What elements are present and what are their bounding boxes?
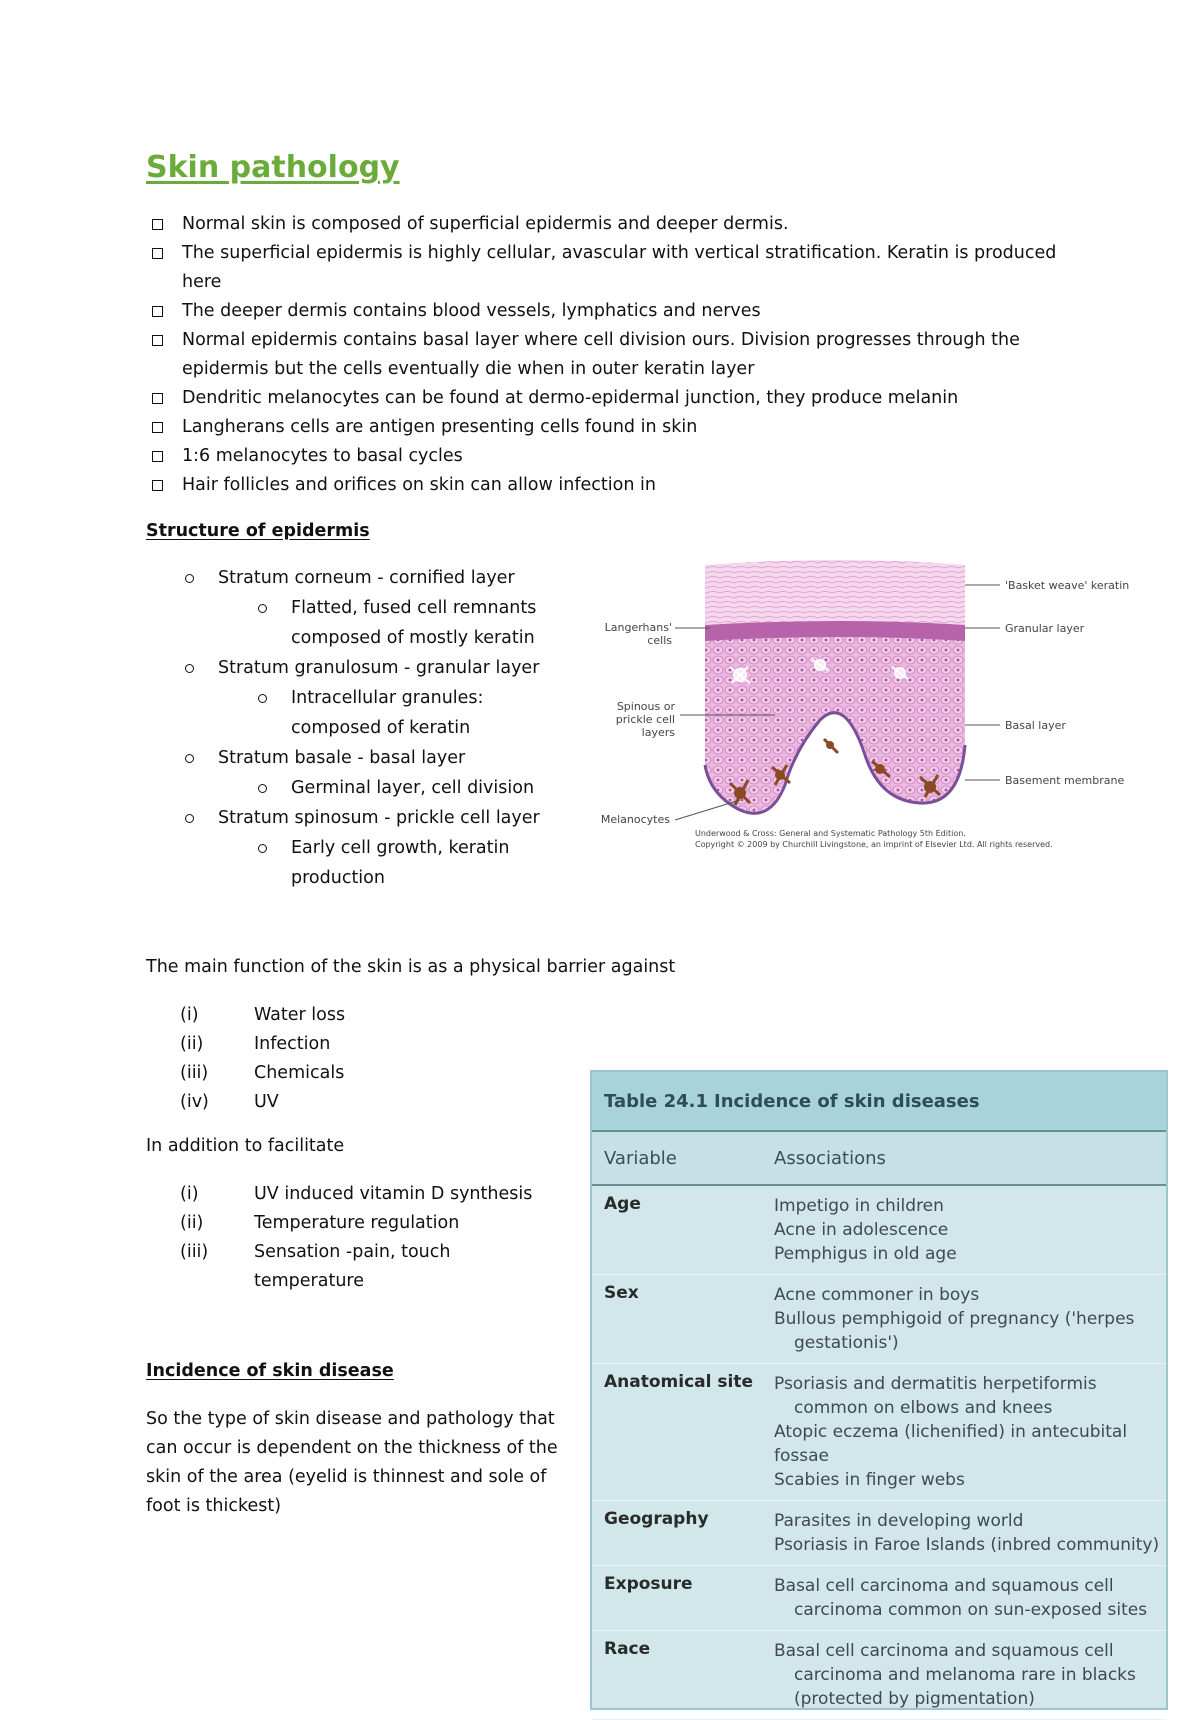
- figure-label-langerhans: Langerhans' cells: [604, 621, 672, 647]
- table-title-bar: Table 24.1 Incidence of skin diseases: [592, 1072, 1166, 1130]
- list-item: Langherans cells are antigen presenting cells found in skin: [150, 413, 1070, 442]
- intro-bullet-list: [150, 210, 1070, 500]
- circle-bullet-icon: [185, 814, 194, 823]
- list-item: Stratum basale - basal layer Germinal layer, cell division: [180, 743, 580, 803]
- strata-list: [180, 563, 580, 893]
- figure-credit: Underwood & Cross: General and Systematic Pathology 5th Edition.: [695, 829, 966, 838]
- table-row: Exposure Basal cell carcinoma and squamous cell carcinoma common on sun-exposed sites: [592, 1566, 1166, 1631]
- list-item: 1:6 melanocytes to basal cycles: [150, 442, 1070, 471]
- checkbox-bullet-icon: [152, 335, 163, 346]
- figure-label-membrane: Basement membrane: [1005, 774, 1125, 787]
- circle-bullet-icon: [185, 754, 194, 763]
- table-row: Race Basal cell carcinoma and squamous cell carcinoma and melanoma rare in blacks (protected by pigmentation): [592, 1631, 1166, 1720]
- checkbox-bullet-icon: [152, 480, 163, 491]
- figure-label-granular: Granular layer: [1005, 622, 1085, 635]
- figure-label-basket: 'Basket weave' keratin: [1005, 579, 1130, 592]
- incidence-heading: Incidence of skin disease: [146, 1361, 394, 1381]
- checkbox-bullet-icon: [152, 451, 163, 462]
- list-item: (ii) Temperature regulation: [180, 1213, 460, 1233]
- list-item: The superficial epidermis is highly cellular, avascular with vertical stratification. Keratin is produced here: [150, 239, 1070, 297]
- figure-label-melanocytes: Melanocytes: [600, 813, 670, 826]
- list-item: Germinal layer, cell division: [253, 773, 546, 803]
- figure-label-spinous: Spinous or prickle cell layers: [615, 700, 675, 739]
- list-item: (i) Water loss: [180, 1005, 346, 1025]
- checkbox-bullet-icon: [152, 393, 163, 404]
- list-item: (iii) Sensation -pain, touch temperature: [180, 1242, 451, 1291]
- list-item: Flatted, fused cell remnants composed of mostly keratin: [253, 593, 546, 653]
- incidence-table: [590, 1070, 1168, 1710]
- circle-bullet-icon: [185, 664, 194, 673]
- list-item: (ii) Infection: [180, 1034, 331, 1054]
- list-item: (i) UV induced vitamin D synthesis: [180, 1184, 533, 1204]
- list-item: Hair follicles and orifices on skin can allow infection in: [150, 471, 1070, 500]
- figure-label-basal: Basal layer: [1005, 719, 1066, 732]
- circle-bullet-icon: [258, 784, 267, 793]
- list-item: Stratum spinosum - prickle cell layer Early cell growth, keratin production: [180, 803, 580, 893]
- facilitate-list: [146, 1180, 554, 1296]
- function-intro: The main function of the skin is as a physical barrier against: [146, 957, 676, 977]
- list-item: Dendritic melanocytes can be found at dermo-epidermal junction, they produce melanin: [150, 384, 1070, 413]
- epidermis-figure: [580, 555, 1130, 865]
- structure-heading: Structure of epidermis: [146, 521, 370, 541]
- incidence-paragraph: So the type of skin disease and pathology that can occur is dependent on the thickness of the skin of the area (eyelid is thinnest and sole of foot is thickest): [146, 1409, 558, 1516]
- checkbox-bullet-icon: [152, 306, 163, 317]
- circle-bullet-icon: [185, 574, 194, 583]
- circle-bullet-icon: [258, 694, 267, 703]
- table-row: Anatomical site Psoriasis and dermatitis herpetiformis common on elbows and knees Atopic eczema (lichenified) in antecubital fossae Scabies in finger webs: [592, 1364, 1166, 1501]
- list-item: Stratum corneum - cornified layer Flatted, fused cell remnants composed of mostly keratin: [180, 563, 580, 653]
- list-item: Stratum granulosum - granular layer Intracellular granules: composed of keratin: [180, 653, 580, 743]
- figure-copyright: Copyright © 2009 by Churchill Livingstone, an imprint of Elsevier Ltd. All rights reserved.: [695, 840, 1053, 849]
- page-title: Skin pathology: [146, 150, 400, 185]
- table-row: Geography Parasites in developing world Psoriasis in Faroe Islands (inbred community): [592, 1501, 1166, 1566]
- checkbox-bullet-icon: [152, 422, 163, 433]
- list-item: Intracellular granules: composed of keratin: [253, 683, 546, 743]
- table-row: Sex Acne commoner in boys Bullous pemphigoid of pregnancy ('herpes gestationis'): [592, 1275, 1166, 1364]
- checkbox-bullet-icon: [152, 248, 163, 259]
- circle-bullet-icon: [258, 604, 267, 613]
- barrier-list: [146, 1001, 554, 1117]
- table-row: Age Impetigo in children Acne in adolescence Pemphigus in old age: [592, 1186, 1166, 1275]
- list-item: Early cell growth, keratin production: [253, 833, 546, 893]
- list-item: The deeper dermis contains blood vessels, lymphatics and nerves: [150, 297, 1070, 326]
- list-item: (iii) Chemicals: [180, 1063, 345, 1083]
- table-header: Variable Associations: [592, 1130, 1166, 1186]
- list-item: Normal epidermis contains basal layer where cell division ours. Division progresses through the epidermis but the cells eventually die when in outer keratin layer: [150, 326, 1070, 384]
- list-item: (iv) UV: [180, 1092, 279, 1112]
- circle-bullet-icon: [258, 844, 267, 853]
- checkbox-bullet-icon: [152, 219, 163, 230]
- list-item: Normal skin is composed of superficial epidermis and deeper dermis.: [150, 210, 1070, 239]
- function-intro-2: In addition to facilitate: [146, 1136, 345, 1156]
